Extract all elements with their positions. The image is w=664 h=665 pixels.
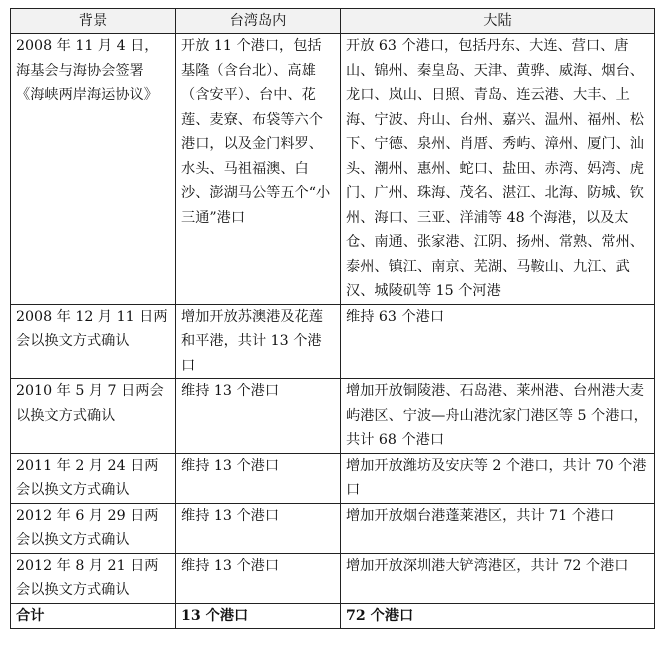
table-row [11, 304, 655, 379]
table-total-row [11, 603, 655, 628]
total-taiwan: 13 个港口 [176, 603, 341, 628]
cell-mainland: 增加开放铜陵港、石岛港、莱州港、台州港大麦屿港区、宁波—舟山港沈家门港区等 5 个港口，共计 68 个港口 [341, 379, 655, 454]
cell-mainland: 增加开放深圳港大铲湾港区，共计 72 个港口 [341, 553, 655, 603]
cell-taiwan: 增加开放苏澳港及花莲和平港，共计 13 个港口 [176, 304, 341, 379]
total-mainland: 72 个港口 [341, 603, 655, 628]
cell-taiwan: 维持 13 个港口 [176, 553, 341, 603]
table-row [11, 453, 655, 503]
cell-taiwan: 维持 13 个港口 [176, 503, 341, 553]
cell-mainland: 增加开放烟台港蓬莱港区，共计 71 个港口 [341, 503, 655, 553]
cell-taiwan: 维持 13 个港口 [176, 453, 341, 503]
cell-background: 2011 年 2 月 24 日两会以换文方式确认 [11, 453, 176, 503]
cell-background: 2008 年 12 月 11 日两会以换文方式确认 [11, 304, 176, 379]
cell-mainland: 维持 63 个港口 [341, 304, 655, 379]
table-row [11, 379, 655, 454]
header-mainland: 大陆 [341, 9, 655, 34]
table-row [11, 553, 655, 603]
total-label: 合计 [11, 603, 176, 628]
header-taiwan: 台湾岛内 [176, 9, 341, 34]
table-row [11, 503, 655, 553]
cell-background: 2008 年 11 月 4 日，海基会与海协会签署《海峡两岸海运协议》 [11, 34, 176, 305]
port-opening-table [10, 8, 655, 629]
cell-background: 2012 年 6 月 29 日两会以换文方式确认 [11, 503, 176, 553]
table-row [11, 34, 655, 305]
table-header-row [11, 9, 655, 34]
cell-mainland: 增加开放潍坊及安庆等 2 个港口，共计 70 个港口 [341, 453, 655, 503]
cell-taiwan: 开放 11 个港口，包括基隆（含台北）、高雄（含安平）、台中、花莲、麦寮、布袋等六个港口，以及金门料罗、水头、马祖福澳、白沙、澎湖马公等五个“小三通”港口 [176, 34, 341, 305]
cell-background: 2010 年 5 月 7 日两会以换文方式确认 [11, 379, 176, 454]
header-background: 背景 [11, 9, 176, 34]
cell-mainland: 开放 63 个港口，包括丹东、大连、营口、唐山、锦州、秦皇岛、天津、黄骅、威海、烟台、龙口、岚山、日照、青岛、连云港、大丰、上海、宁波、舟山、台州、嘉兴、温州、福州、松下、宁德、泉州、肖厝、秀屿、漳州、厦门、汕头、潮州、惠州、蛇口、盐田、赤湾、妈湾、虎门、广州、珠海、茂名、湛江、北海、防城、钦州、海口、三亚、洋浦等 48 个海港，以及太仓、南通、张家港、江阴、扬州、常熟、常州、泰州、镇江、南京、芜湖、马鞍山、九江、武汉、城陵矶等 15 个河港 [341, 34, 655, 305]
cell-taiwan: 维持 13 个港口 [176, 379, 341, 454]
cell-background: 2012 年 8 月 21 日两会以换文方式确认 [11, 553, 176, 603]
